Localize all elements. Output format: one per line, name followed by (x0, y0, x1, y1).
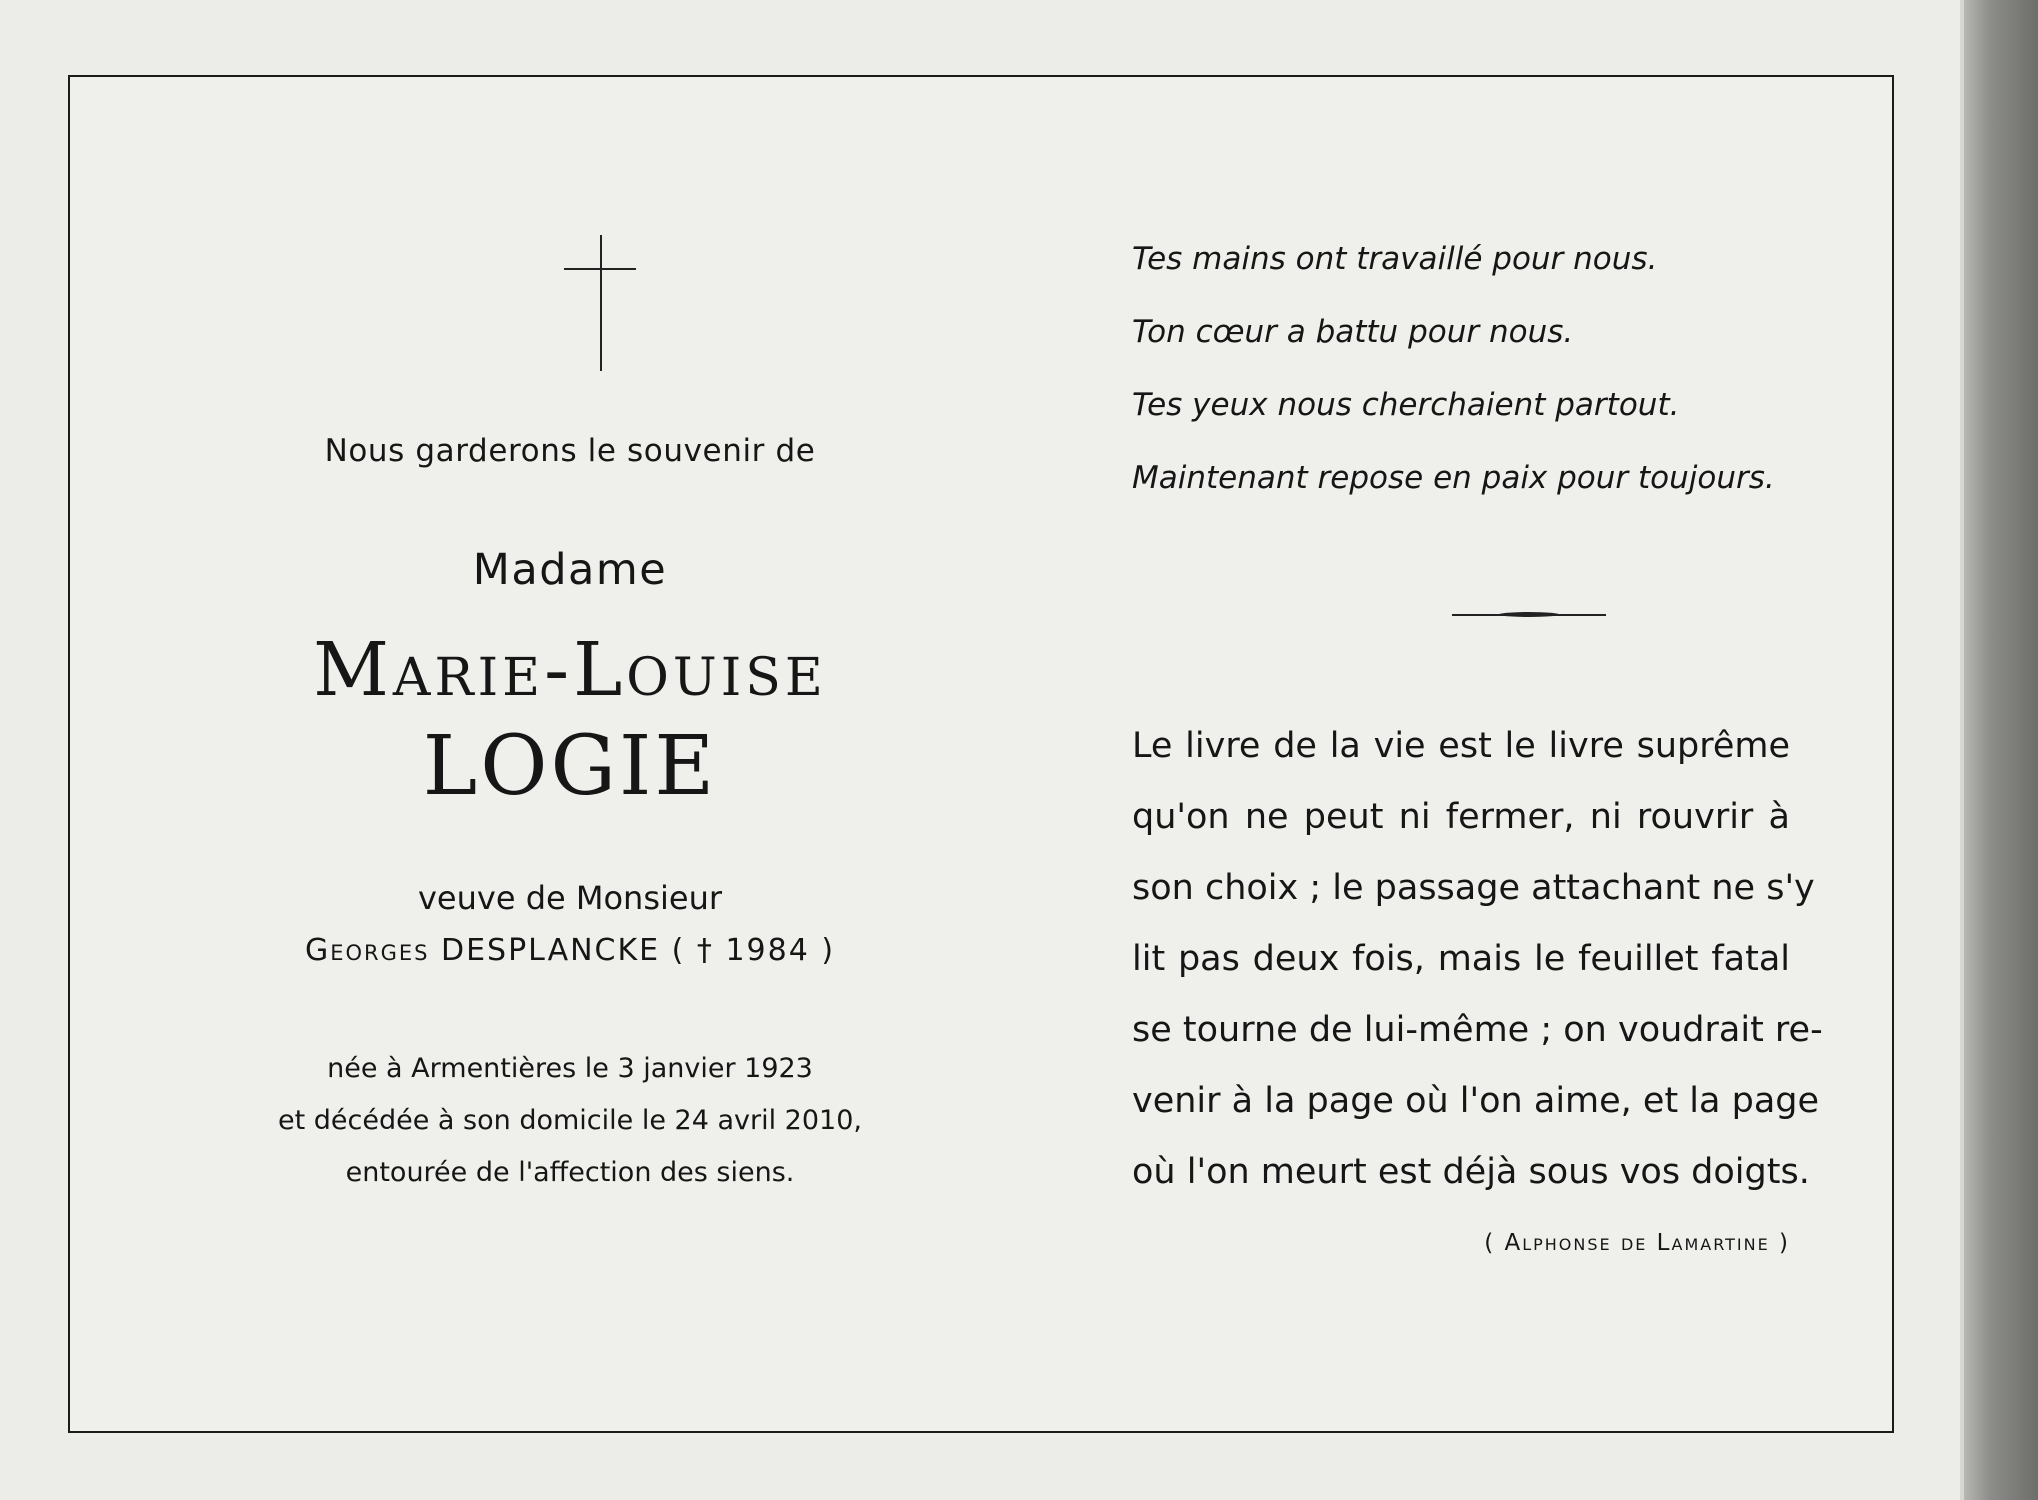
quote-line: lit pas deux fois, mais le feuillet fatal (1132, 939, 1790, 979)
life-dates (170, 1043, 970, 1199)
birth-line: née à Armentières le 3 janvier 1923 (327, 1053, 813, 1084)
poem-line: Tes yeux nous cherchaient partout. (1132, 387, 1680, 423)
quote (1132, 711, 1823, 1208)
attribution: ( Alphonse de Lamartine ) (1484, 1230, 1790, 1256)
honorific: Madame (472, 545, 668, 595)
quote-line: son choix ; le passage attachant ne s'y (1132, 868, 1815, 908)
poem (1132, 223, 1872, 515)
quote-line: se tourne de lui-même ; on voudrait re- (1132, 1010, 1823, 1050)
poem-line: Tes mains ont travaillé pour nous. (1132, 241, 1658, 277)
quote-line: où l'on meurt est déjà sous vos doigts. (1132, 1152, 1810, 1192)
ornament-center (1499, 612, 1559, 617)
last-name: LOGIE (422, 719, 718, 814)
cross-vertical (600, 235, 602, 371)
cross-horizontal (564, 268, 636, 270)
poem-line: Maintenant repose en paix pour toujours. (1132, 460, 1775, 496)
widow-label: veuve de Monsieur (417, 879, 723, 917)
quote-line: venir à la page où l'on aime, et la page (1132, 1081, 1820, 1121)
left-panel (170, 77, 970, 1377)
scan-shadow (1964, 0, 2038, 1500)
memorial-card (68, 75, 1894, 1433)
quote-line: qu'on ne peut ni fermer, ni rouvrir à (1132, 797, 1790, 837)
cross-icon (564, 235, 636, 371)
death-line: et décédée à son domicile le 24 avril 2010, (278, 1105, 862, 1136)
intro-text: Nous garderons le souvenir de (324, 433, 816, 469)
poem-line: Ton cœur a battu pour nous. (1132, 314, 1574, 350)
first-name: Marie-Louise (313, 627, 827, 713)
quote-line: Le livre de la vie est le livre suprême (1132, 726, 1790, 766)
ornament-divider (1452, 611, 1606, 619)
right-panel (1132, 77, 1872, 1377)
widow-name: Georges DESPLANCKE ( † 1984 ) (304, 933, 836, 968)
surrounded-line: entourée de l'affection des siens. (345, 1157, 795, 1188)
